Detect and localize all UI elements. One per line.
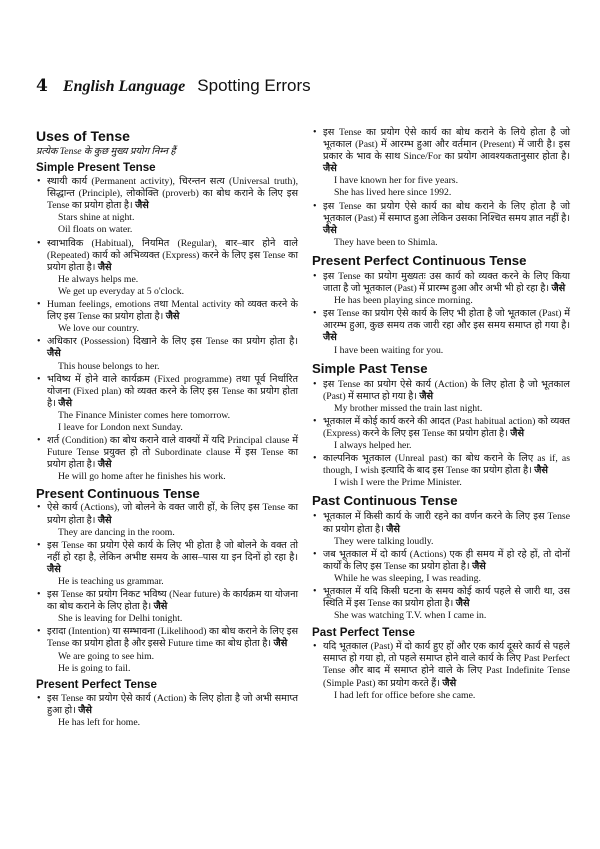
example-sentence: I have known her for five years.: [334, 175, 459, 187]
left-column: [36, 128, 298, 729]
list-item: [312, 201, 570, 249]
item-text: यदि भूतकाल (Past) में दो कार्य हुए हों और एक कार्य दूसरे कार्य से पहले समाप्त हो गया हो, तो पहले समाप्त होने वाले कार्य के लिए Past Perfect Tense और बाद में समाप्त होने वाले के लिए Past Indefinite Tense (Simple Past) का प्रयोग करते हैं।: [323, 641, 570, 689]
example-sentence: My brother missed the train last night.: [334, 402, 483, 414]
item-text: Human feelings, emotions तथा Mental activity को व्यक्त करने के लिए इस Tense का प्रयोग होता है।: [47, 299, 298, 323]
example-sentence: I have been waiting for you.: [334, 344, 444, 356]
example-sentence: Oil floats on water.: [58, 224, 133, 236]
example-sentence: She was watching T.V. when I came in.: [334, 610, 487, 622]
example-sentence: While he was sleeping, I was reading.: [334, 572, 481, 584]
example-sentence: This house belongs to her.: [58, 360, 160, 372]
example-sentence: I leave for London next Sunday.: [58, 421, 183, 433]
example-sentence: She has lived here since 1992.: [334, 187, 452, 199]
example-marker: जैसे: [386, 523, 400, 535]
example-marker: जैसे: [135, 200, 149, 212]
example-marker: जैसे: [323, 332, 337, 344]
item-text: भविष्य में होने वाले कार्यक्रम (Fixed programme) तथा पूर्व निर्धारित योजना (Fixed plan) को व्यक्त करने के लिए इस Tense का प्रयोग होता है।: [47, 373, 298, 409]
list-item: [36, 176, 298, 236]
item-text: इस Tense का प्रयोग निकट भविष्य (Near future) के कार्यक्रम या योजना का बोध कराने के लिए होता है।: [47, 589, 298, 613]
section-intro: प्रत्येक Tense के कुछ मुख्य प्रयोग निम्न हैं: [36, 146, 176, 157]
list-item: [312, 453, 570, 489]
right-column: [312, 126, 570, 702]
example-sentence: I had left for office before she came.: [334, 689, 476, 701]
list-item: [312, 511, 570, 547]
past-continuous-heading: Past Continuous Tense: [312, 493, 458, 509]
item-text: भूतकाल में कोई कार्य करने की आदत (Past habitual action) को व्यक्त (Express) करने के लिए इस Tense का प्रयोग होता है।: [323, 415, 570, 439]
list-item: [312, 586, 570, 622]
item-text: इस Tense का प्रयोग ऐसे कार्य के लिए भी होता है जो भूतकाल (Past) में आरम्भ हुआ, कुछ समय तक जारी रहा और इस समय समाप्त हो गया है।: [323, 308, 570, 332]
present-continuous-heading: Present Continuous Tense: [36, 486, 200, 502]
past-perfect-heading: Past Perfect Tense: [312, 626, 415, 640]
present-perfect-continuous-list: [312, 271, 570, 357]
item-text: भूतकाल में यदि किसी घटना के समय कोई कार्य पहले से जारी था, उस स्थिति में इस Tense का प्रयोग होता है।: [323, 586, 570, 610]
example-sentence: He has left for home.: [58, 716, 141, 728]
item-text: स्वाभाविक (Habitual), नियमित (Regular), बार–बार होने वाले (Repeated) कार्य को अभिव्यक्त (Express) करने के लिए इस Tense का प्रयोग होता है।: [47, 237, 298, 273]
item-text: अधिकार (Possession) दिखाने के लिए इस Tense का प्रयोग होता है।: [47, 336, 298, 348]
item-text: इस Tense का प्रयोग ऐसे कार्य का बोध कराने के लिये होता है जो भूतकाल (Past) में आरम्भ हुआ और वर्तमान (Present) में जारी है। इस प्रकार के भाव के साथ Since/For का प्रयोग आवश्यकतानुसार होता है।: [323, 127, 570, 163]
item-text: इस Tense का प्रयोग मुख्यतः उस कार्य को व्यक्त करने के लिए किया जाता है जो भूतकाल (Past) में प्रारम्भ हुआ और अभी भी हो रहा है।: [323, 270, 570, 295]
example-marker: जैसे: [442, 677, 457, 689]
list-item: [36, 626, 298, 674]
example-marker: जैसे: [472, 560, 486, 572]
present-perfect-continuous-heading: Present Perfect Continuous Tense: [312, 252, 527, 268]
item-text: इस Tense का प्रयोग ऐसे कार्य के लिए भी होता है जो बोलने के वक्त तो नहीं हो रहा है, लेकिन अभीष्ट समय के आस–पास या इन दिनों हो रहा है।: [47, 539, 298, 563]
present-perfect-list: [36, 693, 298, 729]
item-text: इस Tense का प्रयोग ऐसे कार्य (Action) के लिए होता है जो भूतकाल (Past) में समाप्त हो गया है।: [323, 378, 570, 402]
example-sentence: They are dancing in the room.: [58, 526, 175, 538]
example-marker: जैसे: [551, 283, 566, 295]
simple-present-heading: Simple Present Tense: [36, 161, 156, 175]
past-perfect-list: [312, 641, 570, 701]
example-marker: जैसे: [47, 348, 61, 360]
present-continuous-list: [36, 502, 298, 674]
page-number: 4: [36, 76, 48, 96]
simple-past-heading: Simple Past Tense: [312, 360, 428, 376]
list-item: [36, 589, 298, 625]
example-marker: जैसे: [510, 427, 525, 439]
example-sentence: We love our country.: [58, 323, 139, 335]
page-header: [36, 76, 311, 98]
item-text: इस Tense का प्रयोग ऐसे कार्य का बोध कराने के लिए होता है जो भूतकाल (Past) में समाप्त हुआ लेकिन उसका निश्चित समय ज्ञात नहीं है।: [323, 200, 570, 224]
example-sentence: I always helped her.: [334, 440, 412, 452]
list-item: [36, 502, 298, 538]
example-marker: जैसे: [153, 601, 168, 613]
example-sentence: He always helps me.: [58, 273, 139, 285]
chapter-title: Spotting Errors: [197, 76, 311, 95]
example-marker: जैसे: [47, 563, 61, 575]
item-text: इरादा (Intention) या सम्भावना (Likelihood) का बोध कराने के लिए इस Tense का प्रयोग होता है और इससे Future time का बोध होता है।: [47, 626, 298, 650]
example-marker: जैसे: [323, 224, 337, 236]
list-item: [312, 416, 570, 452]
example-marker: जैसे: [97, 261, 112, 273]
example-sentence: He will go home after he finishes his work.: [58, 471, 226, 483]
example-sentence: They were talking loudly.: [334, 535, 434, 547]
example-marker: जैसे: [165, 311, 180, 323]
list-item: [36, 693, 298, 729]
example-marker: जैसे: [97, 459, 112, 471]
example-sentence: Stars shine at night.: [58, 212, 135, 224]
list-item: [312, 127, 570, 200]
present-perfect-continued-list: [312, 127, 570, 249]
example-sentence: They have been to Shimla.: [334, 236, 438, 248]
example-sentence: The Finance Minister comes here tomorrow.: [58, 409, 231, 421]
example-marker: जैसे: [419, 390, 434, 402]
section-title: Uses of Tense: [36, 128, 130, 144]
example-marker: जैसे: [273, 638, 288, 650]
list-item: [312, 308, 570, 356]
example-marker: जैसे: [97, 514, 112, 526]
item-text: जब भूतकाल में दो कार्य (Actions) एक ही समय में हो रहे हों, तो दोनों कार्यों के लिए इस Tense का प्रयोग होता है।: [323, 548, 570, 572]
list-item: [36, 540, 298, 588]
simple-past-list: [312, 379, 570, 490]
item-text: शर्त (Condition) का बोध कराने वाले वाक्यों में यदि Principal clause में Future Tense प्रयुक्त हो तो Subordinate clause में इस Tense का प्रयोग होता है।: [47, 435, 298, 471]
example-sentence: He is teaching us grammar.: [58, 576, 164, 587]
example-marker: जैसे: [323, 163, 337, 175]
list-item: [36, 336, 298, 372]
present-perfect-heading: Present Perfect Tense: [36, 677, 157, 691]
example-sentence: I wish I were the Prime Minister.: [334, 477, 462, 489]
example-sentence: He has been playing since morning.: [334, 295, 473, 307]
example-sentence: We are going to see him.: [58, 650, 155, 662]
list-item: [312, 549, 570, 585]
example-marker: जैसे: [78, 704, 92, 716]
item-text: भूतकाल में किसी कार्य के जारी रहने का वर्णन करने के लिए इस Tense का प्रयोग होता है।: [323, 511, 570, 535]
example-marker: जैसे: [455, 598, 470, 610]
list-item: [312, 271, 570, 307]
item-text: स्थायी कार्य (Permanent activity), चिरन्तन सत्य (Universal truth), सिद्धान्त (Principle), लोकोक्ति (proverb) का बोध कराने के लिए इस Tense का प्रयोग होता है।: [47, 176, 298, 212]
example-sentence: He is going to fail.: [58, 662, 131, 674]
item-text: काल्पनिक भूतकाल (Unreal past) का बोध कराने के लिए as if, as though, I wish इत्यादि के बाद इस Tense का प्रयोग होता है।: [323, 453, 570, 477]
subject-title: English Language: [62, 78, 186, 95]
list-item: [36, 435, 298, 483]
example-marker: जैसे: [534, 465, 548, 477]
list-item: [36, 374, 298, 434]
item-text: इस Tense का प्रयोग ऐसे कार्य (Action) के लिए होता है जो अभी समाप्त हुआ हो।: [47, 692, 298, 716]
simple-present-list: [36, 176, 298, 483]
example-sentence: She is leaving for Delhi tonight.: [58, 613, 183, 625]
list-item: [36, 299, 298, 335]
item-text: ऐसे कार्य (Actions), जो बोलने के वक्त जारी हों, के लिए इस Tense का प्रयोग होता है।: [47, 502, 298, 526]
list-item: [36, 238, 298, 298]
list-item: [312, 379, 570, 415]
example-sentence: We get up everyday at 5 o'clock.: [58, 285, 185, 297]
example-marker: जैसे: [58, 397, 72, 409]
list-item: [312, 641, 570, 701]
past-continuous-list: [312, 511, 570, 622]
